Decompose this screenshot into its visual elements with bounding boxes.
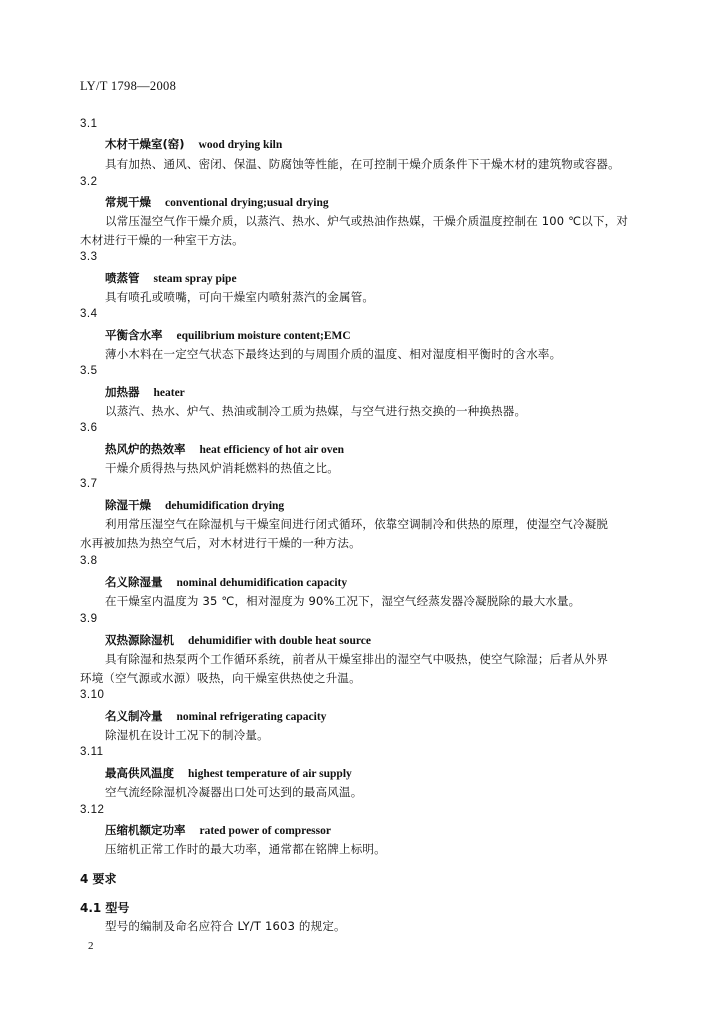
term-english: heater: [153, 387, 185, 399]
term-title: [105, 822, 331, 838]
term-definition: 在干燥室内温度为 35 ℃，相对湿度为 90%工况下，湿空气经蒸发器冷凝脱除的最大水量。: [105, 594, 581, 608]
term-number: 3.7: [80, 478, 98, 490]
term-definition: 具有喷孔或喷嘴，可向干燥室内喷射蒸汽的金属管。: [105, 290, 375, 304]
term-number: 3.9: [80, 613, 98, 625]
term-number: 3.12: [80, 804, 105, 816]
term-title: [105, 327, 351, 343]
term-english: nominal refrigerating capacity: [176, 711, 327, 723]
term-title: [105, 574, 347, 590]
term-number: 3.2: [80, 176, 98, 188]
term-number: 3.4: [80, 308, 98, 320]
term-number: 3.1: [80, 118, 98, 130]
term-english: equilibrium moisture content;EMC: [176, 330, 351, 342]
term-english: conventional drying;usual drying: [165, 197, 329, 209]
term-number: 3.10: [80, 689, 105, 701]
term-number: 3.3: [80, 251, 98, 263]
term-chinese: 双热源除湿机: [105, 633, 174, 647]
term-definition: 环境（空气源或水源）吸热，向干燥室供热使之升温。: [80, 671, 361, 685]
term-english: wood drying kiln: [198, 139, 283, 151]
term-title: [105, 270, 237, 286]
standard-header: LY/T 1798—2008: [80, 79, 177, 93]
term-english: nominal dehumidification capacity: [176, 577, 348, 589]
term-title: [105, 765, 352, 781]
term-chinese: 常规干燥: [105, 195, 151, 209]
page-number: 2: [88, 940, 94, 952]
term-definition: 具有除湿和热泵两个工作循环系统，前者从干燥室排出的湿空气中吸热，使空气除湿；后者从外界: [105, 652, 609, 666]
term-definition: 以蒸汽、热水、炉气、热油或制冷工质为热媒，与空气进行热交换的一种换热器。: [105, 404, 527, 418]
term-chinese: 加热器: [105, 385, 140, 399]
term-chinese: 压缩机额定功率: [105, 823, 186, 837]
term-english: heat efficiency of hot air oven: [199, 444, 344, 456]
section-4-1-text: 型号的编制及命名应符合 LY/T 1603 的规定。: [105, 919, 346, 933]
term-definition: 利用常压湿空气在除湿机与干燥室间进行闭式循环，依靠空调制冷和供热的原理，使湿空气冷凝脱: [105, 517, 609, 531]
term-chinese: 最高供风温度: [105, 766, 174, 780]
term-number: 3.11: [80, 746, 104, 758]
term-english: rated power of compressor: [199, 825, 331, 837]
term-english: dehumidifier with double heat source: [188, 635, 371, 647]
term-title: [105, 708, 326, 724]
term-number: 3.6: [80, 422, 98, 434]
term-chinese: 除湿干燥: [105, 498, 151, 512]
term-chinese: 热风炉的热效率: [105, 442, 186, 456]
term-title: [105, 441, 344, 457]
term-english: dehumidification drying: [165, 500, 285, 512]
term-definition: 木材进行干燥的一种室干方法。: [80, 233, 244, 247]
term-number: 3.5: [80, 365, 98, 377]
term-number: 3.8: [80, 555, 98, 567]
term-definition: 水再被加热为热空气后，对木材进行干燥的一种方法。: [80, 536, 361, 550]
section-4-1-title: 4.1 型号: [80, 901, 130, 915]
term-chinese: 名义制冷量: [105, 709, 163, 723]
term-chinese: 平衡含水率: [105, 328, 163, 342]
term-definition: 具有加热、通风、密闭、保温、防腐蚀等性能，在可控制干燥介质条件下干燥木材的建筑物或容器。: [105, 157, 620, 171]
term-title: [105, 632, 371, 648]
term-title: [105, 136, 282, 152]
term-definition: 干燥介质得热与热风炉消耗燃料的热值之比。: [105, 461, 339, 475]
term-chinese: 喷蒸管: [105, 271, 140, 285]
term-chinese: 木材干燥室(窑): [105, 137, 185, 151]
section-4-title: 4 要求: [80, 872, 117, 886]
term-english: highest temperature of air supply: [188, 768, 352, 780]
term-definition: 薄小木料在一定空气状态下最终达到的与周围介质的温度、相对湿度相平衡时的含水率。: [105, 347, 562, 361]
term-english: steam spray pipe: [153, 273, 237, 285]
term-title: [105, 497, 284, 513]
term-title: [105, 194, 329, 210]
term-chinese: 名义除湿量: [105, 575, 163, 589]
term-definition: 除湿机在设计工况下的制冷量。: [105, 728, 269, 742]
term-title: [105, 384, 185, 400]
term-definition: 以常压湿空气作干燥介质，以蒸汽、热水、炉气或热油作热媒，干燥介质温度控制在 100 ℃以下，对: [105, 214, 629, 228]
term-definition: 压缩机正常工作时的最大功率，通常都在铭牌上标明。: [105, 842, 386, 856]
term-definition: 空气流经除湿机冷凝器出口处可达到的最高风温。: [105, 785, 363, 799]
